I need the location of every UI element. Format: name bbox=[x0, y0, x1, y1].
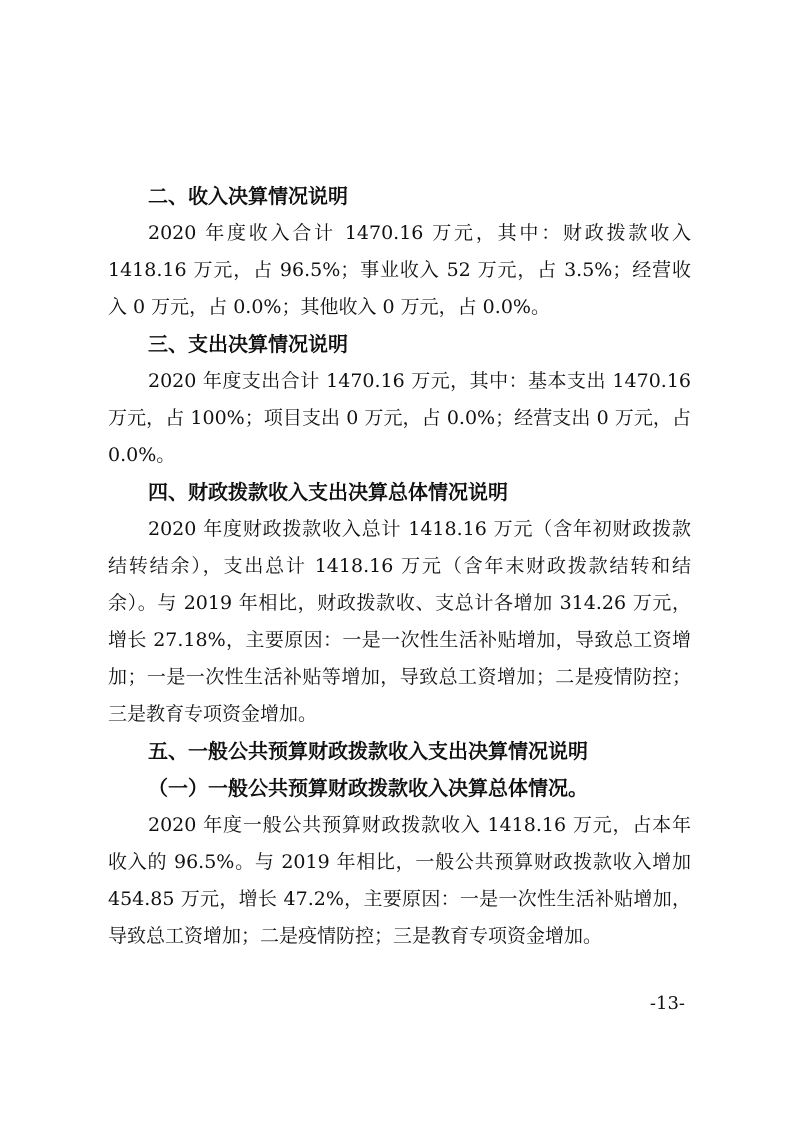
section-heading-fiscal-appropriation: 四、财政拨款收入支出决算总体情况说明 bbox=[148, 480, 508, 504]
section-general-public-budget bbox=[108, 733, 691, 955]
section-expenditure bbox=[108, 326, 691, 474]
section-paragraph-fiscal-appropriation: 2020 年度财政拨款收入总计 1418.16 万元（含年初财政拨款结转结余），支出总计 1418.16 万元（含年末财政拨款结转和结余）。与 2019 年相比，财政拨款收、支总计各增加 314.26 万元，增长 27.18%，主要原因：一是一次性生活补贴增加，导致总工资增加；一是一次性生活补贴等增加，导致总工资增加；二是疫情防控；三是教育专项资金增加。 bbox=[108, 518, 691, 725]
page-number: -13- bbox=[649, 993, 685, 1014]
section-heading-general-public-budget: 五、一般公共预算财政拨款收入支出决算情况说明 bbox=[148, 739, 588, 763]
section-paragraph-income: 2020 年度收入合计 1470.16 万元，其中：财政拨款收入 1418.16 万元，占 96.5%；事业收入 52 万元，占 3.5%；经营收入 0 万元，占 0.0%；其他收入 0 万元，占 0.0%。 bbox=[108, 222, 691, 318]
section-paragraph-general-budget-income: 2020 年度一般公共预算财政拨款收入 1418.16 万元，占本年收入的 96.5%。与 2019 年相比，一般公共预算财政拨款收入增加 454.85 万元，增长 47.2%，主要原因：一是一次性生活补贴增加，导致总工资增加；二是疫情防控；三是教育专项资金增加。 bbox=[108, 814, 691, 947]
section-income bbox=[108, 178, 691, 326]
section-paragraph-expenditure: 2020 年度支出合计 1470.16 万元，其中：基本支出 1470.16 万元，占 100%；项目支出 0 万元，占 0.0%；经营支出 0 万元，占 0.0%。 bbox=[108, 370, 691, 466]
section-fiscal-appropriation bbox=[108, 474, 691, 733]
section-heading-expenditure: 三、支出决算情况说明 bbox=[148, 332, 348, 356]
document-body bbox=[108, 178, 691, 955]
subsection-heading-general-budget-income: （一）一般公共预算财政拨款收入决算总体情况。 bbox=[148, 776, 588, 800]
section-heading-income: 二、收入决算情况说明 bbox=[148, 184, 348, 208]
